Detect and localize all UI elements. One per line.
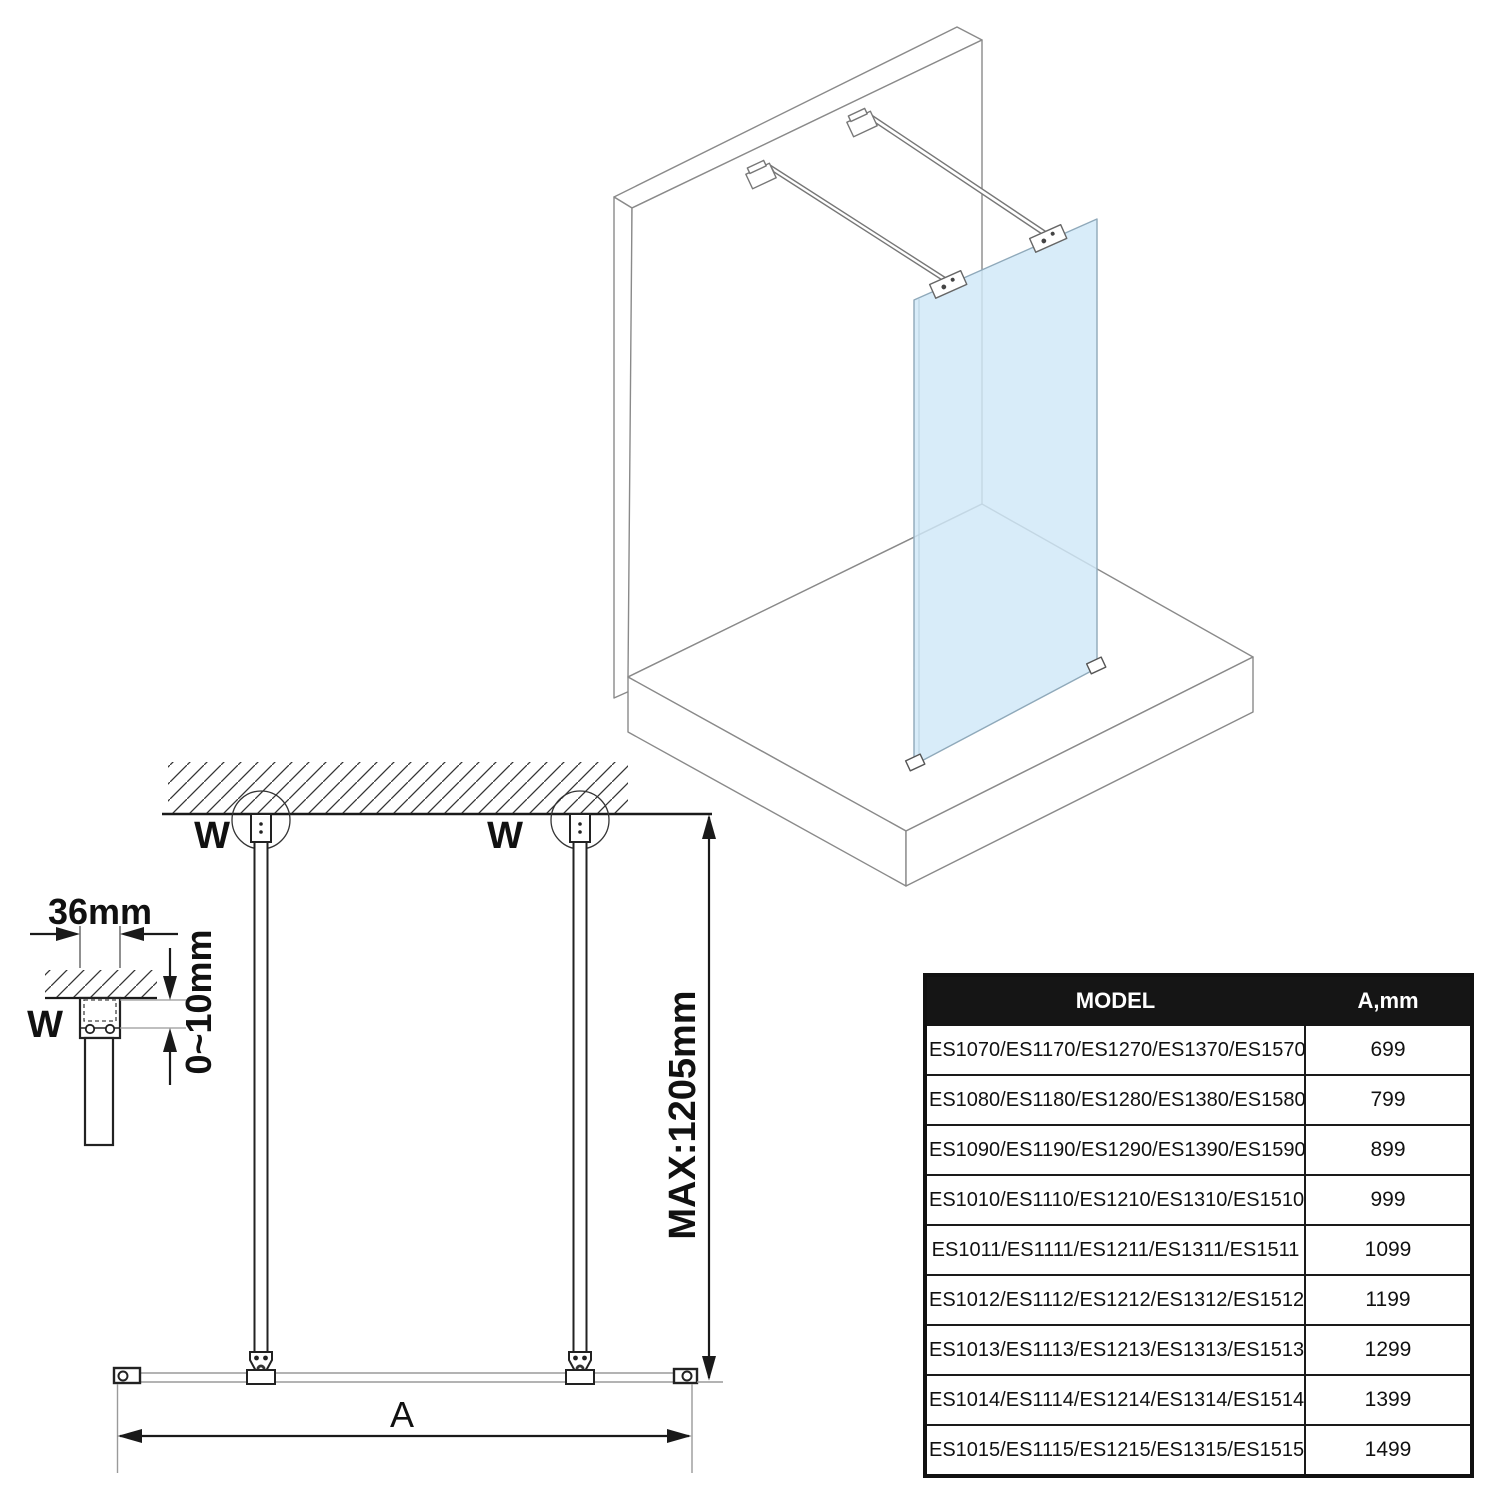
dimension-36mm	[30, 891, 178, 968]
isometric-view	[614, 27, 1253, 886]
plan-view	[114, 762, 723, 1473]
table-row	[925, 1025, 1472, 1075]
model-cell: ES1070/ES1170/ES1270/ES1370/ES1570	[925, 1025, 1305, 1075]
arrowhead-up	[163, 1028, 177, 1052]
table-row	[925, 1325, 1472, 1375]
model-cell: ES1014/ES1114/ES1214/ES1314/ES1514	[925, 1375, 1305, 1425]
extension-lines	[118, 1382, 724, 1473]
arrowhead-left	[118, 1429, 143, 1443]
table-row	[925, 1225, 1472, 1275]
glass-panel-3d	[914, 219, 1097, 765]
ceiling-hatch	[45, 970, 157, 998]
wall-bracket-label: W	[27, 1004, 63, 1046]
model-cell: ES1012/ES1112/ES1212/ES1312/ES1512	[925, 1275, 1305, 1325]
dimension-36mm-label: 36mm	[47, 891, 153, 932]
a-mm-cell: 1499	[1305, 1425, 1472, 1476]
model-cell: ES1090/ES1190/ES1290/ES1390/ES1590	[925, 1125, 1305, 1175]
dimension-max	[662, 815, 716, 1381]
a-mm-cell: 1399	[1305, 1375, 1472, 1425]
dimension-max-label: MAX:1205mm	[662, 990, 704, 1240]
a-mm-cell: 699	[1305, 1025, 1472, 1075]
table-header-row	[925, 975, 1472, 1025]
model-size-table	[923, 973, 1470, 1478]
model-cell: ES1011/ES1111/ES1211/ES1311/ES1511	[925, 1225, 1305, 1275]
a-mm-cell: 999	[1305, 1175, 1472, 1225]
dimension-gap	[120, 929, 219, 1085]
table-row	[925, 1425, 1472, 1476]
table-row	[925, 1075, 1472, 1125]
model-table-body	[925, 1025, 1472, 1476]
a-mm-cell: 1199	[1305, 1275, 1472, 1325]
bar-fitting	[247, 1352, 594, 1384]
arrowhead-down	[163, 976, 177, 1000]
detail-view	[27, 891, 219, 1145]
model-cell: ES1013/ES1113/ES1213/ES1313/ES1513	[925, 1325, 1305, 1375]
table-row	[925, 1125, 1472, 1175]
a-mm-cell: 799	[1305, 1075, 1472, 1125]
a-mm-cell: 899	[1305, 1125, 1472, 1175]
model-column-header: MODEL	[925, 975, 1305, 1025]
dimension-gap-label: 0~10mm	[178, 929, 219, 1075]
arrowhead-right	[667, 1429, 692, 1443]
model-cell: ES1080/ES1180/ES1280/ES1380/ES1580	[925, 1075, 1305, 1125]
glass-plan	[118, 1373, 697, 1382]
support-bar-plan	[251, 814, 590, 1352]
table-row	[925, 1175, 1472, 1225]
table-row	[925, 1375, 1472, 1425]
wall-bracket-label: W	[194, 815, 230, 857]
arrowhead-down	[702, 1356, 716, 1381]
a-mm-column-header: A,mm	[1305, 975, 1472, 1025]
a-mm-cell: 1099	[1305, 1225, 1472, 1275]
model-cell: ES1015/ES1115/ES1215/ES1315/ES1515	[925, 1425, 1305, 1476]
wall-hatch	[168, 762, 628, 814]
dimension-a-label: A	[389, 1394, 415, 1435]
arrowhead-up	[702, 815, 716, 840]
bracket-detail	[80, 998, 120, 1145]
a-mm-cell: 1299	[1305, 1325, 1472, 1375]
model-cell: ES1010/ES1110/ES1210/ES1310/ES1510	[925, 1175, 1305, 1225]
table-row	[925, 1275, 1472, 1325]
glass-end-cap	[114, 1368, 697, 1383]
wall-bracket-label: W	[487, 815, 523, 857]
dimension-a	[118, 1394, 692, 1443]
